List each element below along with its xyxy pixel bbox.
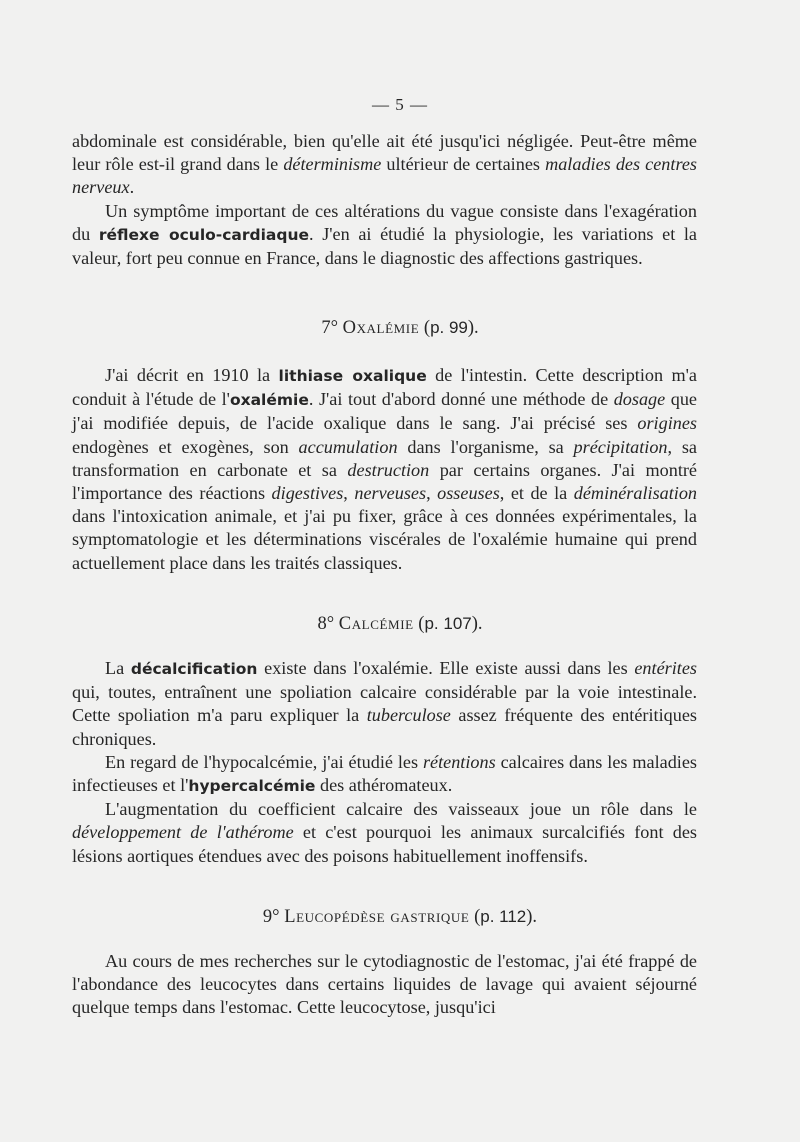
text-run: dans l'organisme, sa: [397, 436, 574, 457]
text-run: Un symptôme important de ces altérations du vague consiste dans l'exagération du: [72, 200, 697, 244]
text-block-oxalemie: [72, 364, 697, 575]
text-block-leucopedese: [72, 950, 697, 1020]
text-run: J'ai décrit en 1910 la: [105, 365, 279, 385]
ref-paren: (: [418, 614, 425, 634]
paragraph-continuation: [72, 130, 697, 200]
text-run: ultérieur de certaines: [381, 154, 546, 175]
bold-term: lithiase oxalique: [278, 367, 427, 385]
section-number: 8°: [317, 614, 335, 634]
text-run: ,: [426, 483, 438, 504]
text-run: . J'en ai étudié la physiologie, les variations et la valeur, fort peu connue en France, dans le diagnostic des affections gastriques.: [72, 223, 697, 269]
paragraph-decalcification: [72, 657, 697, 751]
text-run: Au cours de mes recherches sur le cytodiagnostic de l'estomac, j'ai été frappé de l'abondance des leucocytes dans certains liquides de lavage qui avaient séjourné quelque temps dans l'estomac. Cette leucocytose, jusqu'ici: [72, 951, 697, 1018]
text-run: endogènes et exogènes, son: [72, 436, 299, 457]
text-run: qui, toutes, entraînent une spoliation calcaire considérable par la voie intestinale. Cette spoliation m'a paru expliquer la: [72, 682, 697, 726]
ref-paren: ).: [471, 614, 483, 634]
bold-term: oxalémie: [229, 391, 309, 410]
page-number: — 5 —: [372, 95, 428, 114]
text-run: La: [105, 658, 131, 678]
italic-term: rétentions: [422, 751, 496, 772]
section-heading-oxalemie: [0, 318, 800, 339]
text-run: .: [129, 177, 135, 198]
italic-term: osseuses: [437, 483, 500, 504]
text-run: dans l'intoxication animale, et j'ai pu fixer, grâce à ces données expérimentales, la symptomatologie et les déterminations viscérales de l'oxalémie humaine qui prend actuellement place dans les traités classiques.: [72, 506, 697, 573]
text-block-calcemie: [72, 657, 697, 868]
italic-term: déterminisme: [283, 154, 382, 175]
italic-term: précipitation: [573, 436, 668, 457]
italic-term: entérites: [634, 658, 697, 678]
italic-term: origines: [637, 413, 697, 434]
bold-term: réflexe oculo-cardiaque: [98, 225, 310, 244]
italic-term: développement de l'athérome: [72, 822, 294, 843]
paragraph-atherome: [72, 798, 697, 868]
text-run: En regard de l'hypocalcémie, j'ai étudié les: [105, 751, 423, 772]
text-run: ,: [343, 483, 355, 504]
text-run: abdominale est considérable, bien qu'elle ait été jusqu'ici négligée. Peut-être même leur rôle est-il grand dans le: [72, 131, 697, 175]
text-run: L'augmentation du coefficient calcaire des vaisseaux joue un rôle dans le: [105, 799, 697, 820]
ref-paren: ).: [467, 318, 479, 338]
italic-term: accumulation: [298, 436, 398, 457]
italic-term: dosage: [613, 389, 666, 410]
text-run: , sa transformation en carbonate et sa: [72, 436, 698, 480]
section-title: Leucopédèse gastrique: [284, 907, 470, 927]
page-reference: p. 112: [480, 907, 527, 926]
italic-term: déminéralisation: [573, 483, 698, 504]
text-run: calcaires dans les maladies infectieuses et l': [72, 751, 697, 796]
ref-paren: (: [423, 318, 431, 338]
italic-term: maladies des centres nerveux: [72, 154, 697, 198]
section-number: 7°: [321, 318, 338, 338]
italic-term: digestives: [271, 483, 344, 504]
text-run: des athéromateux.: [315, 775, 453, 796]
text-run: assez fréquente des entéritiques chroniques.: [72, 705, 697, 749]
text-run: . J'ai tout d'abord donné une méthode de: [308, 389, 614, 410]
text-run: par certains organes. J'ai montré l'importance des réactions: [72, 459, 697, 504]
paragraph-oxalemie: [72, 364, 697, 575]
section-number: 9°: [262, 907, 280, 927]
section-title: Calcémie: [338, 614, 414, 634]
text-run: , et de la: [499, 483, 574, 504]
text-run: que j'ai modifiée depuis, de l'acide oxalique dans le sang. J'ai précisé ses: [72, 389, 698, 434]
bold-term: hypercalcémie: [188, 777, 316, 796]
paragraph-hypocalcemie: [72, 751, 697, 798]
section-title: Oxalémie: [342, 318, 420, 338]
bold-term: décalcification: [130, 660, 258, 678]
text-run: existe dans l'oxalémie. Elle existe aussi dans les: [257, 658, 635, 678]
italic-term: nerveuses: [354, 483, 427, 504]
paragraph-cytodiagnostic: [72, 950, 697, 1020]
section-heading-calcemie: [0, 614, 800, 635]
text-run: et c'est pourquoi les animaux surcalcifiés font des lésions aortiques étendues avec des poisons habituellement inoffensifs.: [72, 822, 697, 866]
text-block-intro: [72, 130, 697, 270]
ref-paren: ).: [526, 907, 538, 927]
paragraph-reflexe: [72, 200, 697, 271]
page-reference: p. 99: [430, 318, 468, 337]
italic-term: destruction: [347, 459, 430, 480]
section-heading-leucopedese: [0, 907, 800, 928]
ref-paren: (: [474, 907, 481, 927]
italic-term: tuberculose: [366, 705, 451, 726]
page-reference: p. 107: [424, 614, 472, 633]
text-run: de l'intestin. Cette description m'a conduit à l'étude de l': [72, 365, 697, 410]
